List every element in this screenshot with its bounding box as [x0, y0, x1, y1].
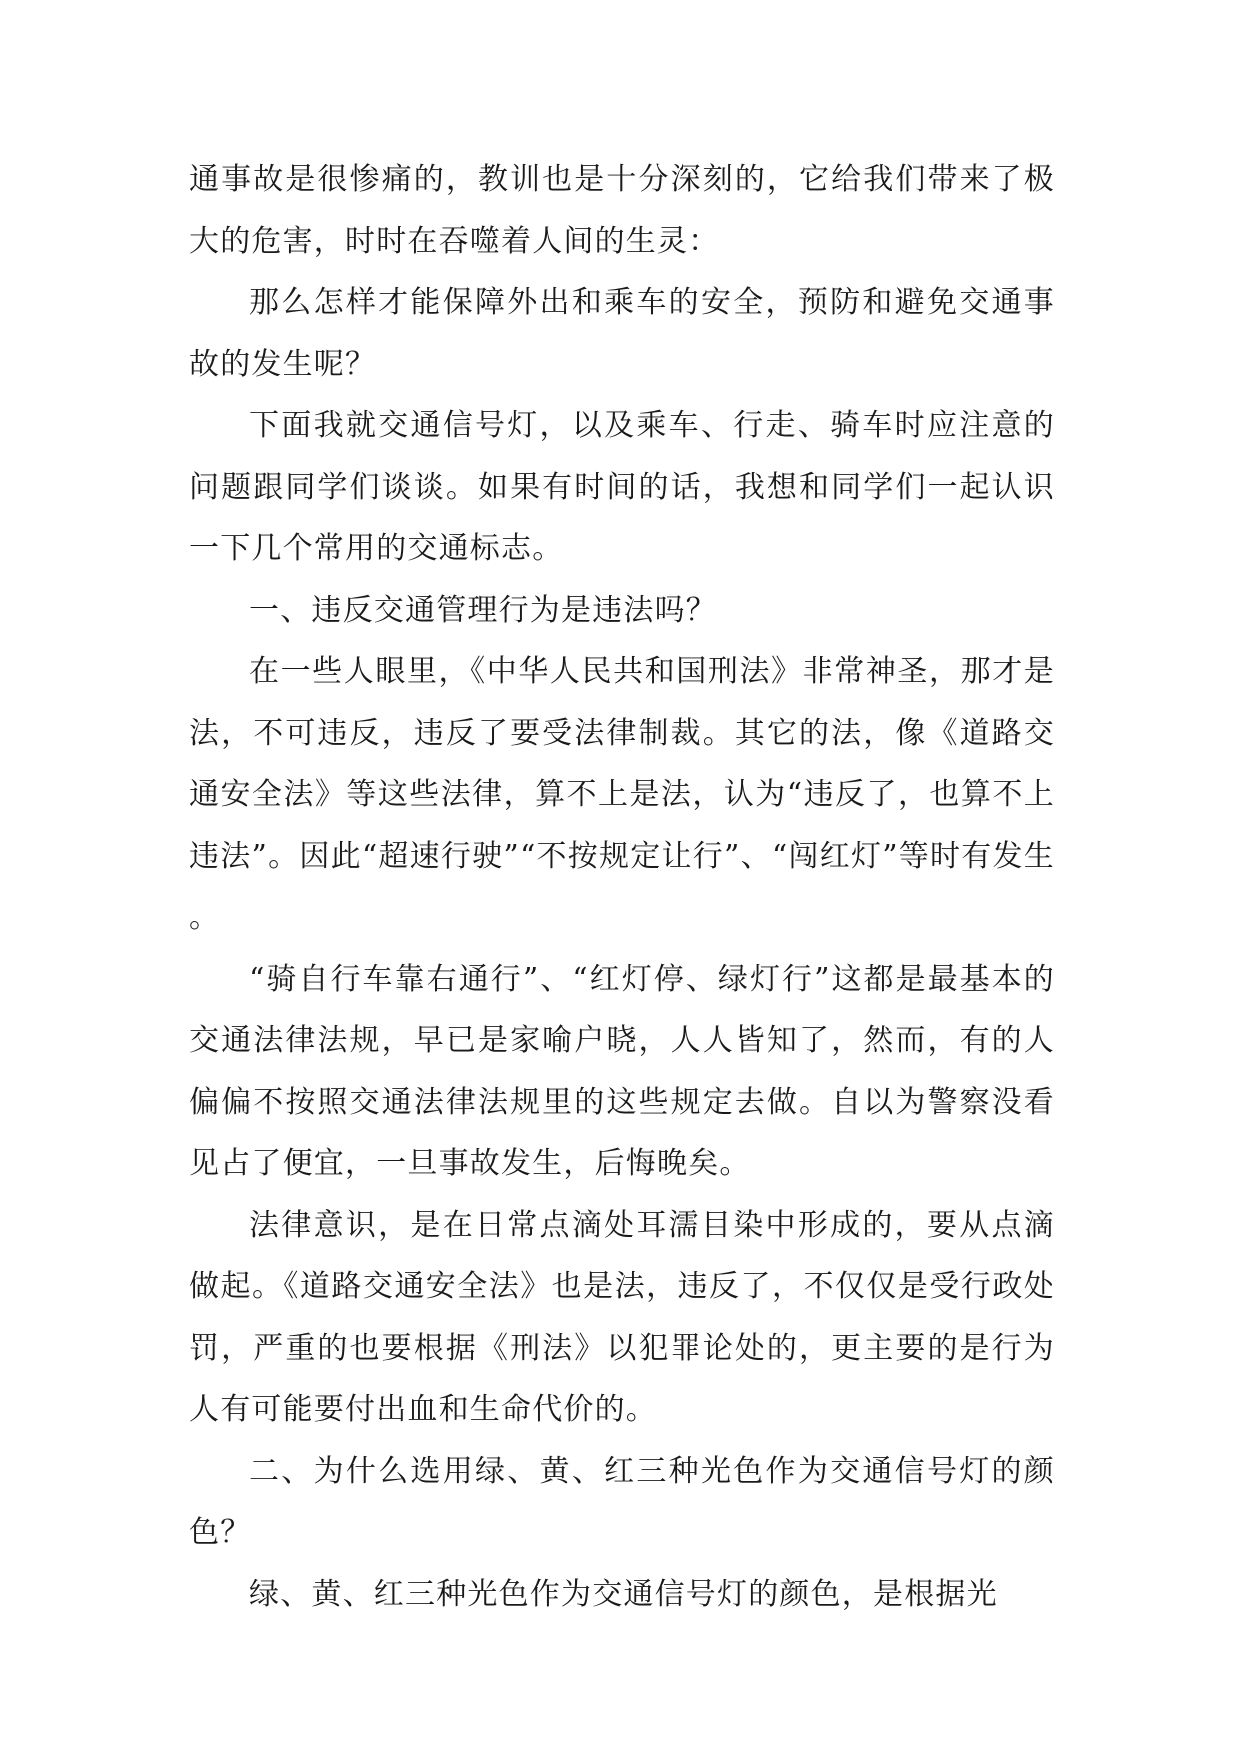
document-body: [189, 149, 1055, 1625]
section-heading-2: 二、为什么选用绿、黄、红三种光色作为交通信号灯的颜色？: [189, 1453, 1055, 1550]
paragraph-law-view: 在一些人眼里，《中华人民共和国刑法》非常神圣，那才是法，不可违反，违反了要受法律制裁。其它的法，像《道路交通安全法》等这些法律，算不上是法，认为“违反了，也算不上违法”。因此“超速行驶”“不按规定让行”、“闯红灯”等时有发生。: [189, 654, 1055, 935]
paragraph-intro: 下面我就交通信号灯，以及乘车、行走、骑车时应注意的问题跟同学们谈谈。如果有时间的话，我想和同学们一起认识一下几个常用的交通标志。: [189, 408, 1055, 566]
paragraph-continuation: 通事故是很惨痛的，教训也是十分深刻的，它给我们带来了极大的危害，时时在吞噬着人间的生灵：: [189, 162, 1055, 259]
section-heading-1: 一、违反交通管理行为是违法吗？: [249, 592, 717, 628]
paragraph-signal-colors: 绿、黄、红三种光色作为交通信号灯的颜色，是根据光: [249, 1576, 998, 1612]
paragraph-basic-rules: “骑自行车靠右通行”、“红灯停、绿灯行”这都是最基本的交通法律法规，早已是家喻户晓，人人皆知了，然而，有的人偏偏不按照交通法律法规里的这些规定去做。自以为警察没看见占了便宜，一旦事故发生，后悔晚矣。: [189, 961, 1055, 1181]
paragraph-question: 那么怎样才能保障外出和乘车的安全，预防和避免交通事故的发生呢？: [189, 285, 1055, 382]
paragraph-legal-awareness: 法律意识，是在日常点滴处耳濡目染中形成的，要从点滴做起。《道路交通安全法》也是法，违反了，不仅仅是受行政处罚，严重的也要根据《刑法》以犯罪论处的，更主要的是行为人有可能要付出血和生命代价的。: [189, 1207, 1055, 1427]
